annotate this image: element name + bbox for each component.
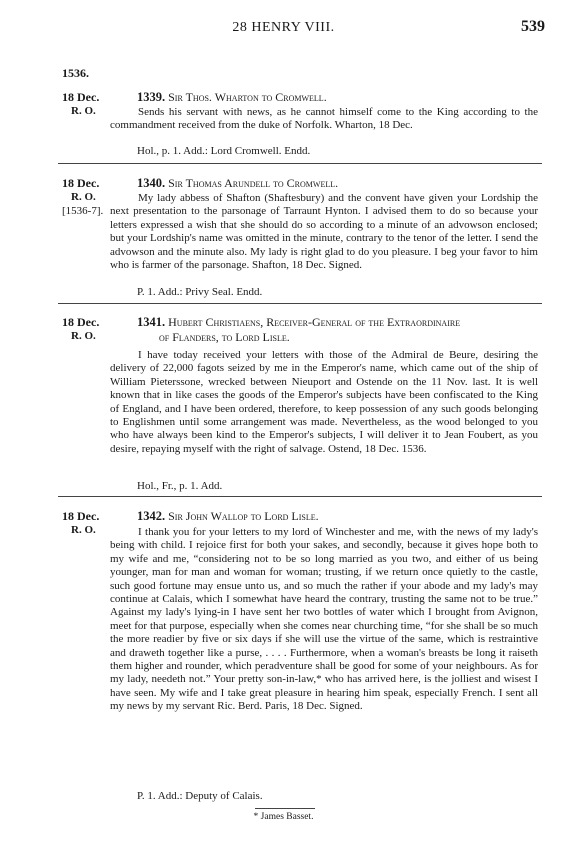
footnote-divider bbox=[255, 808, 315, 809]
entry-source: R. O. bbox=[71, 524, 96, 536]
footnote: * James Basset. bbox=[253, 812, 314, 822]
entry-body: I have today received your letters with those of the Admiral de Beure, desiring the delivery of 22,000 fagots seized by me in the Emperor's name, which came out of the ship of William Pieterssone, wrecked between Nieuport and Ostende on the 11 Nov. last. It is well known that in like cases the goods of the Emperor's subjects have been confiscated to the King of England, and I have been ordered, therefore, to keep possession of any such goods belonging to Englishmen until some arrangement was made. Nevertheless, as the wood belonged to you who have always been kind to the Emperor's subjects, I will deliver it to Jean Foubert, as you desire, repaying myself with the right of salvage. Ostend, 18 Dec. 1536. bbox=[110, 349, 538, 455]
page-number: 539 bbox=[521, 18, 545, 35]
entry-body: My lady abbess of Shafton (Shaftesbury) and the convent have given your Lordship the next presentation to the parsonage of Tarraunt Hynton. I advised them to do so because your letters expressed a wish that she should do so according to a minute of an advowson enclosed; but your Lordship's name was omitted in the minute, contrary to the tenor of the letter. I send the advowson and the minute also. My lady is right glad to do you pleasure. I beg your favor to him who is farmer of the parsonage. Shafton, 18 Dec. Signed. bbox=[110, 192, 538, 272]
entry-source: R. O. bbox=[71, 330, 96, 342]
entry-date: 18 Dec. bbox=[62, 509, 100, 523]
divider bbox=[58, 303, 542, 304]
entry-footer: Hol., Fr., p. 1. Add. bbox=[137, 480, 223, 492]
entry-number: 1339. bbox=[137, 90, 166, 104]
entry-date: 18 Dec. bbox=[62, 90, 100, 104]
entry-body: Sends his servant with news, as he cannot himself come to the King according to the commandment received from the duke of Norfolk. Wharton, 18 Dec. bbox=[110, 106, 538, 132]
running-header: 28 HENRY VIII. bbox=[232, 20, 335, 35]
entry-title: Sir Thos. Wharton to Cromwell. bbox=[168, 90, 327, 104]
entry-footer: Hol., p. 1. Add.: Lord Cromwell. Endd. bbox=[137, 145, 311, 157]
divider bbox=[58, 163, 542, 164]
entry-title: Sir John Wallop to Lord Lisle. bbox=[168, 509, 319, 523]
divider bbox=[58, 496, 542, 497]
entry-title: Sir Thomas Arundell to Cromwell. bbox=[168, 176, 339, 190]
entry-heading bbox=[137, 315, 547, 345]
entry-title-cont: of Flanders, to Lord Lisle. bbox=[159, 330, 290, 344]
entry-number: 1341. bbox=[137, 315, 166, 329]
entry-footer: P. 1. Add.: Privy Seal. Endd. bbox=[137, 286, 263, 298]
entry-number: 1340. bbox=[137, 176, 166, 190]
entry-title: Hubert Christiaens, Receiver-General of the Extraordinaire bbox=[168, 315, 461, 329]
entry-heading bbox=[137, 509, 537, 524]
year-marker: 1536. bbox=[62, 66, 89, 80]
entry-date: 18 Dec. bbox=[62, 176, 100, 190]
entry-date: 18 Dec. bbox=[62, 315, 100, 329]
entry-source: R. O. bbox=[71, 191, 96, 203]
entry-source: R. O. bbox=[71, 105, 96, 117]
entry-heading bbox=[137, 176, 537, 191]
entry-footer: P. 1. Add.: Deputy of Calais. bbox=[137, 790, 263, 802]
entry-body: I thank you for your letters to my lord of Winchester and me, with the news of my lady's being with child. I rejoice first for both your sakes, and secondly, because it gives hope both to my wife and me, “considering not to be so long married as you two, and either of us being younger, man for man and woman for woman; trusting, if we return once quietly to the castle, such good fortune may ensue unto us, and so much the rather if your abode and my lady's may continue at Calais, which I somewhat have heard the contrary, trusting the same not to be true.” Against my lady's lying-in I have sent her two bottles of water which I brought from Avignon, meet for that purpose, especially when she comes near churching time, “for she shall be so much the more readier by five or six days if she will use the virtue of the same, which is restraintive and draweth together like a purse, . . . . Furthermore, when a woman's breasts be long it raiseth them higher and rounder, which peradventure shall be good for some of your neighbours. As for my lady, needeth not.” Your pretty son-in-law,* who has arrived here, is the jolliest and wisest I have seen. My wife and I take great pleasure in hearing him speak, especially French. I sent all my news by my servant Ric. Berd. Paris, 18 Dec. Signed. bbox=[110, 526, 538, 713]
entry-heading bbox=[137, 90, 537, 105]
entry-margin-note: [1536-7]. bbox=[62, 205, 104, 217]
entry-number: 1342. bbox=[137, 509, 166, 523]
